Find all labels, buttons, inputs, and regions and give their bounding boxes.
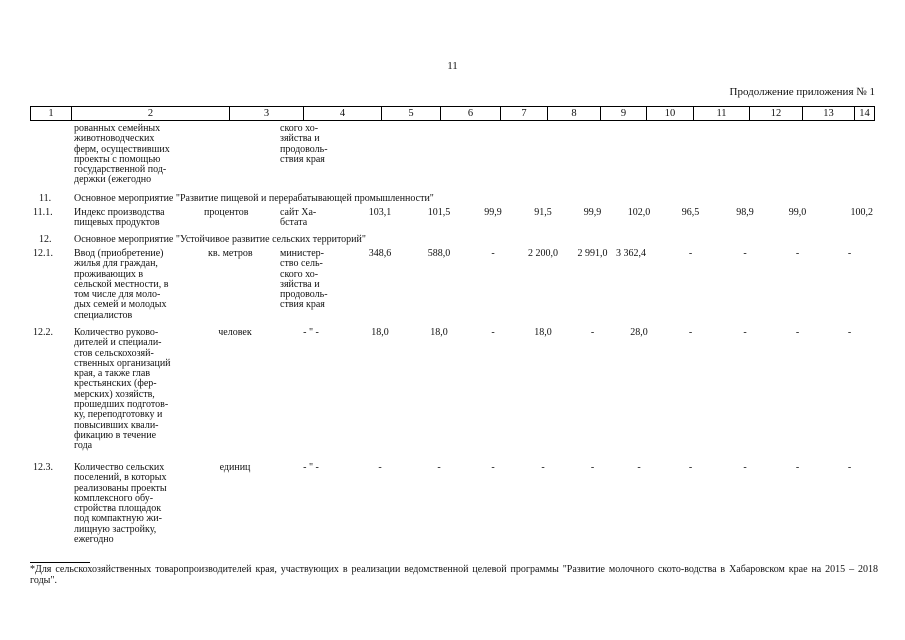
row-12-2-col-14: - — [847, 327, 852, 338]
row-12-1-col-14: - — [847, 248, 852, 259]
row-11-1-col-10: 102,0 — [627, 207, 651, 218]
section-11-number: 11. — [39, 193, 52, 204]
row-12-3-col-14: - — [847, 462, 852, 473]
row-11-1-col-7: 99,9 — [484, 207, 502, 218]
row-12-2-number: 12.2. — [33, 327, 53, 338]
row-12-3-col-12: - — [743, 462, 747, 473]
header-col-6: 6 — [440, 107, 500, 120]
row-12-2-col-11: - — [688, 327, 693, 338]
row-11-1-col-6: 101,5 — [427, 207, 451, 218]
row-12-1-col-6: 588,0 — [427, 248, 451, 259]
row-12-3-indicator: Количество сельских поселений, в которых реализованы проекты комплексного обу- стройства площадок под компактную жи- лищную застройку, ежегодно — [74, 462, 167, 546]
row-12-1-unit: кв. метров — [208, 248, 253, 259]
table-header-row — [30, 106, 875, 121]
header-col-10: 10 — [646, 107, 693, 120]
row-11-1-col-12: 98,9 — [736, 207, 754, 218]
row-11-1-indicator: Индекс производства пищевых продуктов — [74, 207, 165, 229]
row-11-1-col-9: 99,9 — [583, 207, 602, 218]
row-12-2-col-13: - — [795, 327, 800, 338]
row-12-2-unit: человек — [218, 327, 252, 338]
row-12-1-col-9: 2 991,0 — [577, 248, 608, 259]
header-col-7: 7 — [500, 107, 547, 120]
section-11-title: Основное мероприятие "Развитие пищевой и перерабатывающей промышленности" — [74, 193, 434, 204]
row-12-3-col-8: - — [541, 462, 545, 473]
row-12-2-col-9: - — [590, 327, 595, 338]
row-12-2-source: - " - — [303, 327, 319, 338]
cont-row-description: рованных семейных животноводческих ферм, осуществивших проекты с помощью государственной под- держки (ежегодно — [74, 123, 170, 186]
section-12-number: 12. — [39, 234, 52, 245]
row-11-1-col-5: 103,1 — [368, 207, 392, 218]
row-12-1-col-12: - — [743, 248, 747, 259]
row-12-3-col-11: - — [688, 462, 693, 473]
cont-row-source: ского хо- зяйства и продоволь- ствия края — [280, 123, 328, 165]
header-col-13: 13 — [802, 107, 854, 120]
row-12-1-source: министер- ство сель- ского хо- зяйства и продоволь- ствия края — [280, 248, 328, 311]
continuation-label: Продолжение приложения № 1 — [729, 86, 875, 98]
page-number: 11 — [447, 60, 458, 72]
row-12-2-col-6: 18,0 — [430, 327, 448, 338]
header-col-4: 4 — [303, 107, 381, 120]
row-12-3-col-9: - — [590, 462, 595, 473]
row-12-1-col-13: - — [795, 248, 800, 259]
footnote: *Для сельскохозяйственных товаропроизводителей края, участвующих в реализации ведомственной целевой программы "Развитие молочного ското-водства в Хабаровском крае на 2015 – 2018 годы". — [30, 564, 878, 586]
row-12-1-indicator: Ввод (приобретение) жилья для граждан, проживающих в сельской местности, в том числе для моло- дых семей и молодых специалистов — [74, 248, 169, 321]
row-12-2-col-10: 28,0 — [630, 327, 648, 338]
header-col-11: 11 — [693, 107, 749, 120]
row-11-1-col-8: 91,5 — [534, 207, 552, 218]
footnote-divider — [30, 562, 90, 563]
row-12-2-col-12: - — [743, 327, 747, 338]
row-11-1-unit: процентов — [204, 207, 249, 218]
row-12-3-col-6: - — [437, 462, 441, 473]
row-12-1-col-5: 348,6 — [368, 248, 392, 259]
row-11-1-number: 11.1. — [33, 207, 53, 218]
row-12-2-col-8: 18,0 — [534, 327, 552, 338]
section-12-title: Основное мероприятие "Устойчивое развитие сельских территорий" — [74, 234, 366, 245]
row-12-3-col-10: - — [637, 462, 641, 473]
row-12-2-indicator: Количество руково- дителей и специали- стов сельскохозяй- ственных организаций края, а также глав крестьянских (фер- мерских) хозяйств, прошедших подготов- ку, переподготовку и повысивших квали- фикацию в течение года — [74, 327, 171, 452]
row-12-1-col-10: 3 362,4 — [616, 248, 646, 259]
row-12-1-col-7: - — [491, 248, 495, 259]
header-col-2: 2 — [71, 107, 229, 120]
header-col-3: 3 — [229, 107, 303, 120]
row-12-2-col-5: 18,0 — [371, 327, 389, 338]
row-11-1-col-11: 96,5 — [681, 207, 700, 218]
header-col-12: 12 — [749, 107, 802, 120]
row-12-3-col-13: - — [795, 462, 800, 473]
row-12-3-col-5: - — [378, 462, 382, 473]
header-col-5: 5 — [381, 107, 440, 120]
header-col-9: 9 — [600, 107, 646, 120]
row-12-3-unit: единиц — [219, 462, 251, 473]
row-12-1-number: 12.1. — [33, 248, 53, 259]
row-11-1-col-14: 100,2 — [850, 207, 873, 218]
row-11-1-col-13: 99,0 — [788, 207, 807, 218]
row-12-1-col-8: 2 200,0 — [528, 248, 558, 259]
row-11-1-source: сайт Ха- бстата — [280, 207, 317, 229]
header-col-8: 8 — [547, 107, 600, 120]
row-12-3-number: 12.3. — [33, 462, 53, 473]
row-12-1-col-11: - — [688, 248, 693, 259]
header-col-14: 14 — [854, 107, 874, 120]
row-12-3-source: - " - — [303, 462, 319, 473]
row-12-2-col-7: - — [491, 327, 495, 338]
header-col-1: 1 — [48, 108, 54, 119]
row-12-3-col-7: - — [491, 462, 495, 473]
